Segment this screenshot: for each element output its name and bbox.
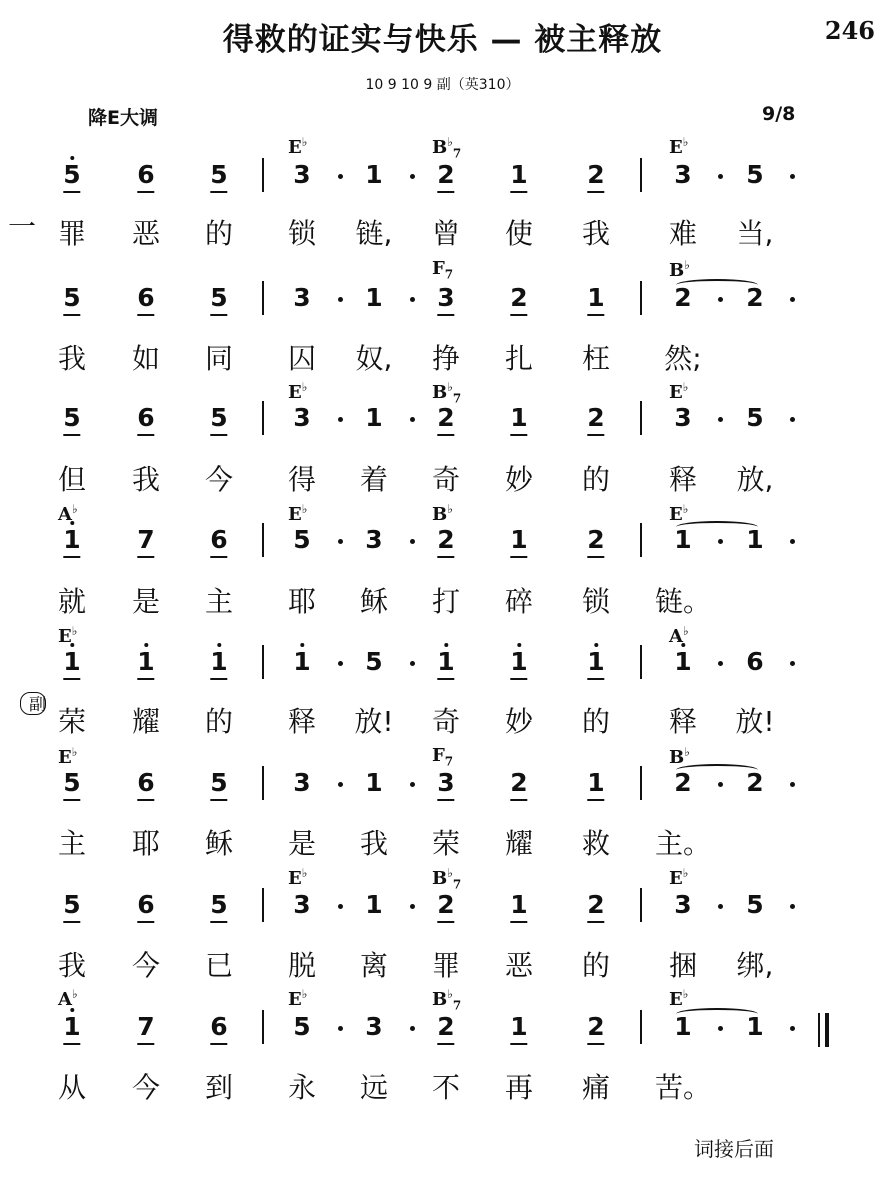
- lyric: 奇: [431, 705, 461, 738]
- lyric: 今: [131, 949, 161, 982]
- rhythm-dot: [410, 417, 415, 422]
- lyric: 释: [668, 705, 698, 738]
- chord-symbol: $B^♭_7$: [432, 380, 462, 406]
- note: 2: [437, 1012, 454, 1045]
- lyric: 曾: [431, 217, 461, 250]
- lyric: 打: [431, 585, 461, 618]
- lyric: 已: [204, 949, 234, 982]
- rhythm-dot: [410, 539, 415, 544]
- bar-line: [640, 766, 642, 800]
- rhythm-dot: [410, 661, 415, 666]
- hymn-title: 得救的证实与快乐 — 被主释放: [222, 22, 663, 58]
- note: 2: [746, 283, 764, 312]
- lyric: 囚: [287, 342, 317, 375]
- note: 1: [746, 525, 764, 554]
- note: 3: [674, 160, 692, 189]
- lyric: 奇: [431, 463, 461, 496]
- lyric: 今: [204, 463, 234, 496]
- lyric: 然;: [664, 342, 702, 375]
- lyric: 我: [57, 342, 87, 375]
- lyric: 主: [204, 585, 234, 618]
- chord-symbol: B♭: [432, 502, 453, 525]
- rhythm-dot: [718, 904, 723, 909]
- lyric: 永: [287, 1071, 317, 1104]
- bar-line: [262, 645, 264, 679]
- note: 2: [437, 890, 454, 923]
- lyric: 捆: [668, 949, 698, 982]
- bar-line: [640, 281, 642, 315]
- chord-symbol: E♭: [288, 135, 308, 158]
- note: 2: [510, 283, 527, 316]
- note: 5: [210, 403, 227, 436]
- lyric: 的: [581, 705, 611, 738]
- lyric: 难: [668, 217, 698, 250]
- lyric: 不: [431, 1071, 461, 1104]
- octave-dot: [70, 156, 74, 160]
- note: 2: [437, 160, 454, 193]
- note: 1: [365, 890, 383, 919]
- chord-symbol: E♭: [288, 380, 308, 403]
- note: 2: [674, 768, 692, 797]
- note: 7: [137, 1012, 154, 1045]
- note: 1: [293, 647, 310, 677]
- lyric: 锁: [581, 585, 611, 618]
- chord-symbol: E♭: [58, 624, 78, 647]
- hymn-number: 246: [824, 16, 875, 45]
- note: 2: [587, 525, 604, 558]
- lyric: 的: [204, 705, 234, 738]
- note: 5: [63, 890, 80, 923]
- note: 5: [365, 647, 383, 676]
- octave-dot: [444, 643, 448, 647]
- tie: [676, 279, 758, 291]
- note: 1: [437, 647, 454, 680]
- lyric: 耀: [131, 705, 161, 738]
- lyric: 主。: [654, 827, 712, 860]
- lyric: 挣: [431, 342, 461, 375]
- note: 6: [137, 403, 154, 436]
- rhythm-dot: [410, 174, 415, 179]
- lyric: 妙: [504, 463, 534, 496]
- note: 6: [210, 525, 227, 558]
- lyric: 的: [581, 463, 611, 496]
- lyric: 脱: [287, 949, 317, 982]
- note: 2: [587, 160, 604, 193]
- lyric: 苦。: [654, 1071, 712, 1104]
- note: 1: [587, 647, 604, 680]
- rhythm-dot: [338, 297, 343, 302]
- rhythm-dot: [790, 297, 795, 302]
- lyric: 着: [359, 463, 389, 496]
- note: 6: [137, 283, 154, 316]
- note: 2: [510, 768, 527, 801]
- lyric: 放!: [354, 705, 394, 738]
- lyric: 使: [504, 217, 534, 250]
- final-bar-thick: [825, 1013, 829, 1047]
- lyric: 荣: [431, 827, 461, 860]
- bar-line: [640, 1010, 642, 1044]
- rhythm-dot: [338, 661, 343, 666]
- lyric: 放!: [735, 705, 775, 738]
- lyric: 耀: [504, 827, 534, 860]
- note: 1: [63, 1012, 80, 1045]
- lyric: 是: [287, 827, 317, 860]
- time-signature: 9/8: [762, 103, 796, 125]
- lyric: 我: [131, 463, 161, 496]
- note: 3: [293, 283, 311, 312]
- note: 3: [674, 403, 692, 432]
- rhythm-dot: [790, 661, 795, 666]
- chord-symbol: B♭: [669, 745, 690, 768]
- bar-line: [640, 523, 642, 557]
- note: 2: [746, 768, 764, 797]
- chord-symbol: $B^♭_7$: [432, 987, 462, 1013]
- lyric: 释: [287, 705, 317, 738]
- lyric: 耶: [131, 827, 161, 860]
- rhythm-dot: [338, 417, 343, 422]
- note: 1: [510, 403, 527, 436]
- chord-symbol: E♭: [669, 502, 689, 525]
- note: 1: [746, 1012, 764, 1041]
- rhythm-dot: [790, 417, 795, 422]
- rhythm-dot: [718, 297, 723, 302]
- lyric: 主: [57, 827, 87, 860]
- rhythm-dot: [338, 782, 343, 787]
- lyric: 绑,: [736, 949, 774, 982]
- tie: [676, 764, 758, 776]
- lyric: 从: [57, 1071, 87, 1104]
- bar-line: [640, 645, 642, 679]
- note: 5: [210, 160, 227, 193]
- note: 1: [510, 160, 527, 193]
- lyric: 罪: [57, 217, 87, 250]
- lyric: 锁: [287, 217, 317, 250]
- lyric: 远: [359, 1071, 389, 1104]
- chord-symbol: E♭: [288, 987, 308, 1010]
- note: 1: [510, 525, 527, 558]
- lyric: 救: [581, 827, 611, 860]
- bar-line: [640, 888, 642, 922]
- note: 3: [293, 160, 311, 189]
- note: 6: [210, 1012, 227, 1045]
- note: 5: [210, 890, 227, 923]
- note: 2: [587, 1012, 604, 1045]
- bar-line: [640, 401, 642, 435]
- lyric: 如: [131, 342, 161, 375]
- lyric: 链,: [355, 217, 393, 250]
- note: 3: [437, 768, 454, 801]
- chord-symbol: E♭: [58, 745, 78, 768]
- lyric: 的: [581, 949, 611, 982]
- note: 1: [510, 647, 527, 680]
- chord-symbol: A♭: [669, 624, 689, 647]
- bar-line: [262, 158, 264, 192]
- note: 1: [365, 403, 383, 432]
- chord-symbol: A♭: [58, 502, 78, 525]
- lyric: 是: [131, 585, 161, 618]
- note: 3: [293, 890, 311, 919]
- bar-line: [262, 888, 264, 922]
- tie: [676, 1008, 758, 1020]
- note: 1: [510, 890, 527, 923]
- lyric: 奴,: [355, 342, 393, 375]
- chord-symbol: $B^♭_7$: [432, 866, 462, 892]
- bar-line: [262, 523, 264, 557]
- bar-line: [262, 766, 264, 800]
- lyric: 耶: [287, 585, 317, 618]
- lyric: 当,: [736, 217, 774, 250]
- rhythm-dot: [790, 539, 795, 544]
- note: 6: [746, 647, 764, 676]
- note: 5: [63, 160, 80, 193]
- note: 2: [674, 283, 692, 312]
- chord-symbol: $B^♭_7$: [432, 135, 462, 161]
- chord-symbol: A♭: [58, 987, 78, 1010]
- key-signature: 降E大调: [88, 107, 158, 129]
- lyric: 放,: [736, 463, 774, 496]
- lyric: 扎: [504, 342, 534, 375]
- rhythm-dot: [718, 174, 723, 179]
- note: 6: [137, 890, 154, 923]
- note: 5: [63, 403, 80, 436]
- lyric: 今: [131, 1071, 161, 1104]
- note: 5: [293, 525, 311, 554]
- note: 5: [746, 403, 764, 432]
- lyric: 痛: [581, 1071, 611, 1104]
- lyric: 恶: [131, 217, 161, 250]
- note: 6: [137, 768, 154, 801]
- lyric: 枉: [581, 342, 611, 375]
- note: 2: [587, 403, 604, 436]
- note: 1: [365, 768, 383, 797]
- lyric: 再: [504, 1071, 534, 1104]
- chord-symbol: $F_7$: [432, 258, 454, 282]
- chord-symbol: E♭: [288, 866, 308, 889]
- rhythm-dot: [718, 661, 723, 666]
- lyric: 同: [204, 342, 234, 375]
- verse-number: 一: [8, 210, 37, 243]
- lyric: 得: [287, 463, 317, 496]
- chord-symbol: $F_7$: [432, 745, 454, 769]
- rhythm-dot: [718, 539, 723, 544]
- bar-line: [262, 1010, 264, 1044]
- lyric: 就: [57, 585, 87, 618]
- note: 3: [293, 403, 311, 432]
- lyric: 链。: [654, 585, 712, 618]
- note: 2: [587, 890, 604, 923]
- note: 1: [587, 283, 604, 316]
- octave-dot: [300, 643, 304, 647]
- note: 2: [437, 403, 454, 436]
- rhythm-dot: [410, 297, 415, 302]
- lyric: 碎: [504, 585, 534, 618]
- note: 1: [587, 768, 604, 801]
- final-bar-thin: [818, 1013, 820, 1047]
- lyric: 恶: [504, 949, 534, 982]
- note: 5: [746, 890, 764, 919]
- rhythm-dot: [338, 904, 343, 909]
- rhythm-dot: [338, 1026, 343, 1031]
- note: 7: [137, 525, 154, 558]
- octave-dot: [217, 643, 221, 647]
- rhythm-dot: [338, 174, 343, 179]
- lyric: 我: [581, 217, 611, 250]
- chord-symbol: E♭: [669, 135, 689, 158]
- lyric: 释: [668, 463, 698, 496]
- tie: [676, 521, 758, 533]
- lyric: 离: [359, 949, 389, 982]
- note: 1: [365, 283, 383, 312]
- lyric: 妙: [504, 705, 534, 738]
- note: 6: [137, 160, 154, 193]
- rhythm-dot: [718, 782, 723, 787]
- chord-symbol: E♭: [669, 380, 689, 403]
- lyric: 的: [204, 217, 234, 250]
- note: 1: [365, 160, 383, 189]
- lyric: 但: [57, 463, 87, 496]
- note: 3: [365, 525, 383, 554]
- note: 5: [746, 160, 764, 189]
- bar-line: [262, 281, 264, 315]
- note: 3: [674, 890, 692, 919]
- rhythm-dot: [790, 904, 795, 909]
- note: 1: [63, 525, 80, 558]
- rhythm-dot: [410, 1026, 415, 1031]
- lyric: 我: [359, 827, 389, 860]
- note: 3: [437, 283, 454, 316]
- lyric: 罪: [431, 949, 461, 982]
- note: 1: [674, 1012, 692, 1041]
- bar-line: [262, 401, 264, 435]
- note: 1: [210, 647, 227, 680]
- octave-dot: [594, 643, 598, 647]
- rhythm-dot: [338, 539, 343, 544]
- rhythm-dot: [718, 1026, 723, 1031]
- rhythm-dot: [790, 782, 795, 787]
- note: 5: [210, 283, 227, 316]
- meter-line: 10 9 10 9 副（英310）: [365, 77, 520, 93]
- chord-symbol: B♭: [669, 258, 690, 281]
- lyric: 荣: [57, 705, 87, 738]
- note: 1: [63, 647, 80, 680]
- note: 5: [63, 768, 80, 801]
- chord-symbol: E♭: [669, 987, 689, 1010]
- note: 5: [293, 1012, 311, 1041]
- note: 5: [63, 283, 80, 316]
- lyric: 我: [57, 949, 87, 982]
- note: 5: [210, 768, 227, 801]
- rhythm-dot: [790, 174, 795, 179]
- note: 1: [674, 647, 691, 677]
- octave-dot: [517, 643, 521, 647]
- bar-line: [640, 158, 642, 192]
- chord-symbol: E♭: [288, 502, 308, 525]
- rhythm-dot: [410, 904, 415, 909]
- lyric: 到: [204, 1071, 234, 1104]
- note: 3: [365, 1012, 383, 1041]
- rhythm-dot: [410, 782, 415, 787]
- note: 3: [293, 768, 311, 797]
- octave-dot: [144, 643, 148, 647]
- note: 1: [137, 647, 154, 680]
- chord-symbol: E♭: [669, 866, 689, 889]
- rhythm-dot: [790, 1026, 795, 1031]
- note: 1: [674, 525, 692, 554]
- rhythm-dot: [718, 417, 723, 422]
- continuation-note: 词接后面: [694, 1137, 774, 1161]
- lyric: 稣: [204, 827, 234, 860]
- lyric: 稣: [359, 585, 389, 618]
- note: 2: [437, 525, 454, 558]
- note: 1: [510, 1012, 527, 1045]
- chorus-label: 副: [20, 692, 46, 715]
